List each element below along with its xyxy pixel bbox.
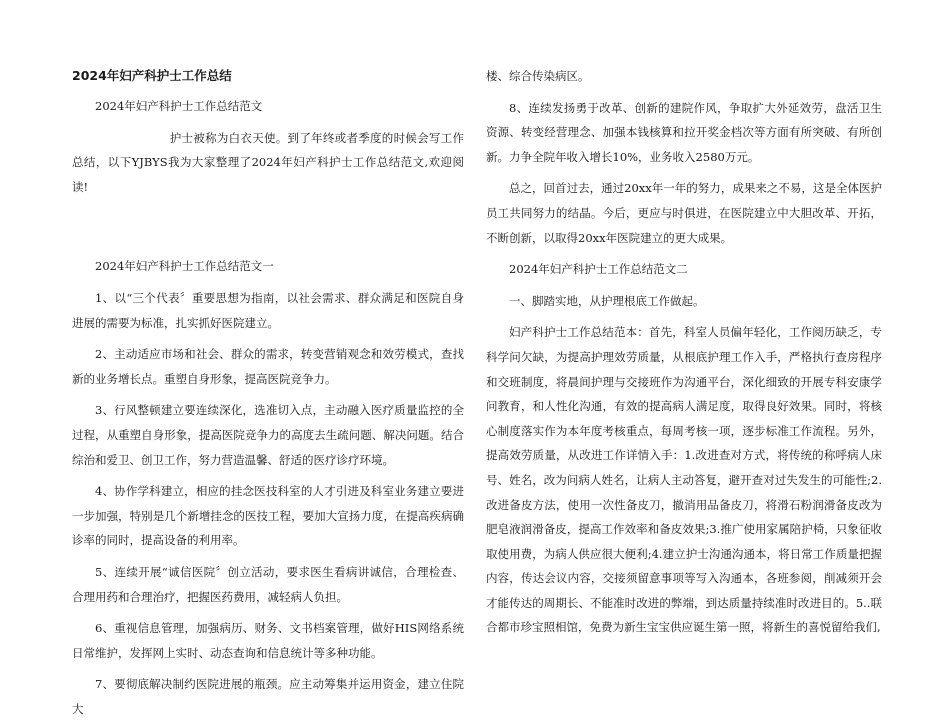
left-item-3: 3、行风整顿建立要连续深化，选准切入点，主动融入医疗质量监控的全过程，从重塑自身形象，提高医院竞争力的高度去生疏问题、解决问题。结合综治和爱卫、创卫工作，努力营造温馨、舒适的医疗诊疗环境。 <box>72 403 464 467</box>
left-item-5: 5、连续开展“诚信医院〞创立活动，要求医生看病讲诚信，合理检查、合理用药和合理治疗，把握医药费用，减轻病人负担。 <box>72 564 464 604</box>
left-item-1: 1、以“三个代表〞重要思想为指南，以社会需求、群众满足和医院自身进展的需要为标准，扎实抓好医院建立。 <box>72 290 464 330</box>
left-item-2: 2、主动适应市场和社会、群众的需求，转变营销观念和效劳模式，查找新的业务增长点。重塑自身形象，提高医院竞争力。 <box>72 347 464 386</box>
document-subtitle: 2024年妇产科护士工作总结范文 <box>95 99 263 113</box>
section-two-title: 一、脚踏实地，从护理根底工作做起。 <box>509 293 705 308</box>
intro-paragraph: 护士被称为白衣天使。到了年终或者季度的时候会写工作总结，以下YJBYS我为大家整理了2024年妇产科护士工作总结范文,欢迎阅读! <box>72 130 464 194</box>
heading-article-two: 2024年妇产科护士工作总结范文二 <box>509 262 688 277</box>
left-item-4: 4、协作学科建立，相应的挂念医技科室的人才引进及科室业务建立要进一步加强，特别是几个新增挂念的医技工程，要加大宣扬力度，在提高疾病确诊率的同时，提高设备的利用率。 <box>72 484 464 548</box>
left-item-6: 6、重视信息管理，加强病历、财务、文书档案管理，做好HIS网络系统日常维护，发挥网上实时、动态查询和信息统计等多种功能。 <box>72 621 464 660</box>
blank-space <box>72 206 464 254</box>
section-two-body: 妇产科护士工作总结范本：首先，科室人员偏年轻化，工作阅历缺乏，专科学问欠缺，为提高护理效劳质量，从根底护理工作入手，严格执行查房程序和交班制度，将晨间护理与交接班作为沟通平台，深化细致的开展专科安康学问教育，和人性化沟通，有效的提高病人满足度，取得良好效果。同时，将核心制度落实作为本年度考核重点，每周考核一项，逐步标准工作流程。另外，提高效劳质量，从改进工作详情入手：1.改进查对方式，将传统的称呼病人床号、姓名，改为问病人姓名，让病人主动答复，避开查对过失发生的可能性;2.改进备皮方法，使用一次性备皮刀，撤消用品备皮刀，将滑石粉润滑备皮改为肥皂液润滑备皮，提高工作效率和备皮效果;3.推广使用家属陪护椅，只象征收取使用费，为病人供应很大便利;4.建立护士沟通沟通本，将日常工作质量把握内容，传达会议内容，交接须留意事项等写入沟通本，各班参阅，削减须开会才能传达的周期长、不能准时改进的弊端，到达质量持续准时改进目的。5..联合都市珍宝照相馆，免费为新生宝宝供应诞生第一照，将新生的喜悦留给我们, <box>486 325 882 635</box>
heading-article-one: 2024年妇产科护士工作总结范文一 <box>95 259 274 274</box>
right-column <box>486 64 882 647</box>
left-column <box>72 64 464 728</box>
summary-paragraph: 总之，回首过去，通过20xx年一年的努力，成果来之不易，这是全体医护员工共同努力的结晶。今后，更应与时俱进，在医院建立中大胆改革、开拓，不断创新，以取得20xx年医院建立的更大成果。 <box>486 181 882 245</box>
left-item-7: 7、要彻底解决制约医院进展的瓶颈。应主动筹集并运用资金，建立住院大 <box>72 677 464 716</box>
right-continuation: 楼、综合传染病区。 <box>486 69 590 83</box>
document-title: 2024年妇产科护士工作总结 <box>72 68 232 83</box>
right-item-8: 8、连续发扬勇于改革、创新的建院作风，争取扩大外延效劳，盘活卫生资源、转变经营理念、加强本钱核算和拉开奖金档次等方面有所突破、有所创新。力争全院年收入增长10%，业务收入2580万元。 <box>486 100 882 164</box>
